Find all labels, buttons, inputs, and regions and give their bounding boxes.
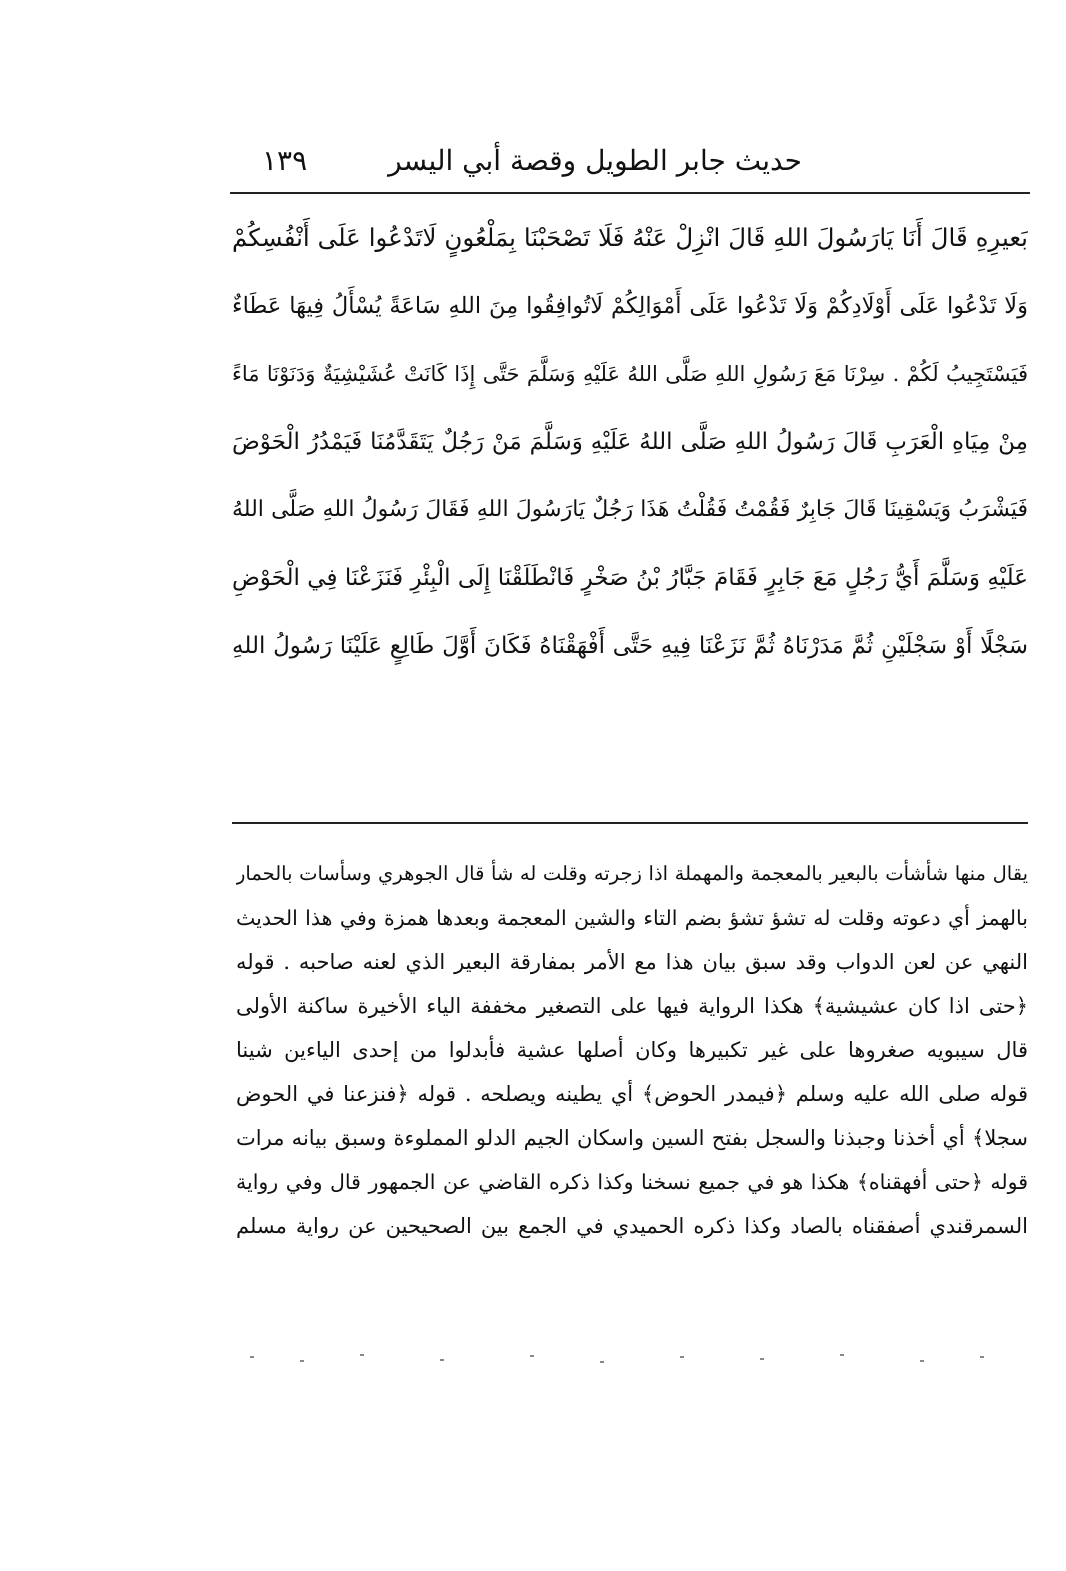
scan-speck xyxy=(360,1354,364,1356)
hadith-line: وَلَا تَدْعُوا عَلَى أَوْلَادِكُمْ وَلَا تَدْعُوا عَلَى أَمْوَالِكُمْ لَاتُوافِقُوا مِنَ اللهِ سَاعَةً يُسْأَلُ فِيهَا عَطَاءٌ xyxy=(232,293,1028,319)
commentary-line: النهي عن لعن الدواب وقد سبق بيان هذا مع الأمر بمفارقة البعير الذي لعنه صاحبه . قوله xyxy=(236,950,1028,974)
scan-specks xyxy=(240,1350,1000,1370)
hadith-line: مِنْ مِيَاهِ الْعَرَبِ قَالَ رَسُولُ اللهِ صَلَّى اللهُ عَلَيْهِ وَسَلَّمَ مَنْ رَجُلٌ يَتَقَدَّمُنَا فَيَمْدُرُ الْحَوْضَ xyxy=(232,429,1028,455)
scan-speck xyxy=(760,1358,764,1360)
header-divider xyxy=(230,192,1030,194)
running-header xyxy=(230,140,1030,192)
hadith-line: عَلَيْهِ وَسَلَّمَ أَيُّ رَجُلٍ مَعَ جَابِرٍ فَقَامَ جَبَّارُ بْنُ صَخْرٍ فَانْطَلَقْنَا إِلَى الْبِئْرِ فَنَزَعْنَا فِي الْحَوْضِ xyxy=(232,565,1028,591)
commentary-text xyxy=(236,852,1028,1248)
hadith-line: سَجْلًا أَوْ سَجْلَيْنِ ثُمَّ مَدَرْنَاهُ ثُمَّ نَزَعْنَا فِيهِ حَتَّى أَفْهَقْنَاهُ فَكَانَ أَوَّلَ طَالِعٍ عَلَيْنَا رَسُولُ اللهِ xyxy=(232,633,1028,659)
commentary-line: السمرقندي أصفقناه بالصاد وكذا ذكره الحميدي في الجمع بين الصحيحين عن رواية مسلم xyxy=(236,1214,1028,1238)
footnote-divider xyxy=(232,822,1028,824)
commentary-line: ﴿حتى اذا كان عشيشية﴾ هكذا الرواية فيها على التصغير مخففة الياء الأخيرة ساكنة الأولى xyxy=(236,994,1028,1018)
scan-speck xyxy=(840,1354,844,1356)
hadith-line: فَيَسْتَجِيبُ لَكُمْ . سِرْنَا مَعَ رَسُولِ اللهِ صَلَّى اللهُ عَلَيْهِ وَسَلَّمَ حَتَّى إِذَا كَانَتْ عُشَيْشِيَةٌ وَدَنَوْنَا مَاءً xyxy=(232,362,1028,386)
scan-speck xyxy=(250,1356,254,1358)
commentary-line: قوله ﴿حتى أفهقناه﴾ هكذا هو في جميع نسخنا وكذا ذكره القاضي عن الجمهور قال وفي رواية xyxy=(236,1170,1028,1194)
commentary-line: بالهمز أي دعوته وقلت له تشؤ تشؤ بضم التاء والشين المعجمة وبعدها همزة وفي هذا الحديث xyxy=(236,906,1028,930)
scan-speck xyxy=(300,1360,304,1362)
scan-speck xyxy=(980,1356,984,1358)
scan-speck xyxy=(440,1359,444,1361)
hadith-line: فَيَشْرَبُ وَيَسْقِينَا قَالَ جَابِرٌ فَقُمْتُ فَقُلْتُ هَذَا رَجُلٌ يَارَسُولَ اللهِ فَقَالَ رَسُولُ اللهِ صَلَّى اللهُ xyxy=(232,497,1028,522)
commentary-line: يقال منها شأشأت بالبعير بالمعجمة والمهملة اذا زجرته وقلت له شأ قال الجوهري وسأسات بالحمار xyxy=(236,862,1028,885)
scan-speck xyxy=(600,1361,604,1363)
scan-speck xyxy=(920,1360,924,1362)
commentary-line: قال سيبويه صغروها على غير تكبيرها وكان أصلها عشية فأبدلوا من إحدى الياءين شينا xyxy=(236,1038,1028,1062)
hadith-line: بَعيرِهِ قَالَ أَنَا يَارَسُولَ اللهِ قَالَ انْزِلْ عَنْهُ فَلَا تَصْحَبْنَا بِمَلْعُونٍ لَاتَدْعُوا عَلَى أَنْفُسِكُمْ xyxy=(232,223,1028,252)
scan-speck xyxy=(530,1355,534,1357)
page-number: ١٣٩ xyxy=(262,144,308,177)
header-title: حديث جابر الطويل وقصة أبي اليسر xyxy=(388,144,802,177)
hadith-text xyxy=(232,204,1028,680)
commentary-line: قوله صلى الله عليه وسلم ﴿فيمدر الحوض﴾ أي يطينه ويصلحه . قوله ﴿فنزعنا في الحوض xyxy=(236,1082,1028,1106)
scan-speck xyxy=(680,1356,684,1358)
commentary-line: سجلا﴾ أي أخذنا وجبذنا والسجل بفتح السين واسكان الجيم الدلو المملوءة وسبق بيانه مرات xyxy=(236,1126,1028,1150)
